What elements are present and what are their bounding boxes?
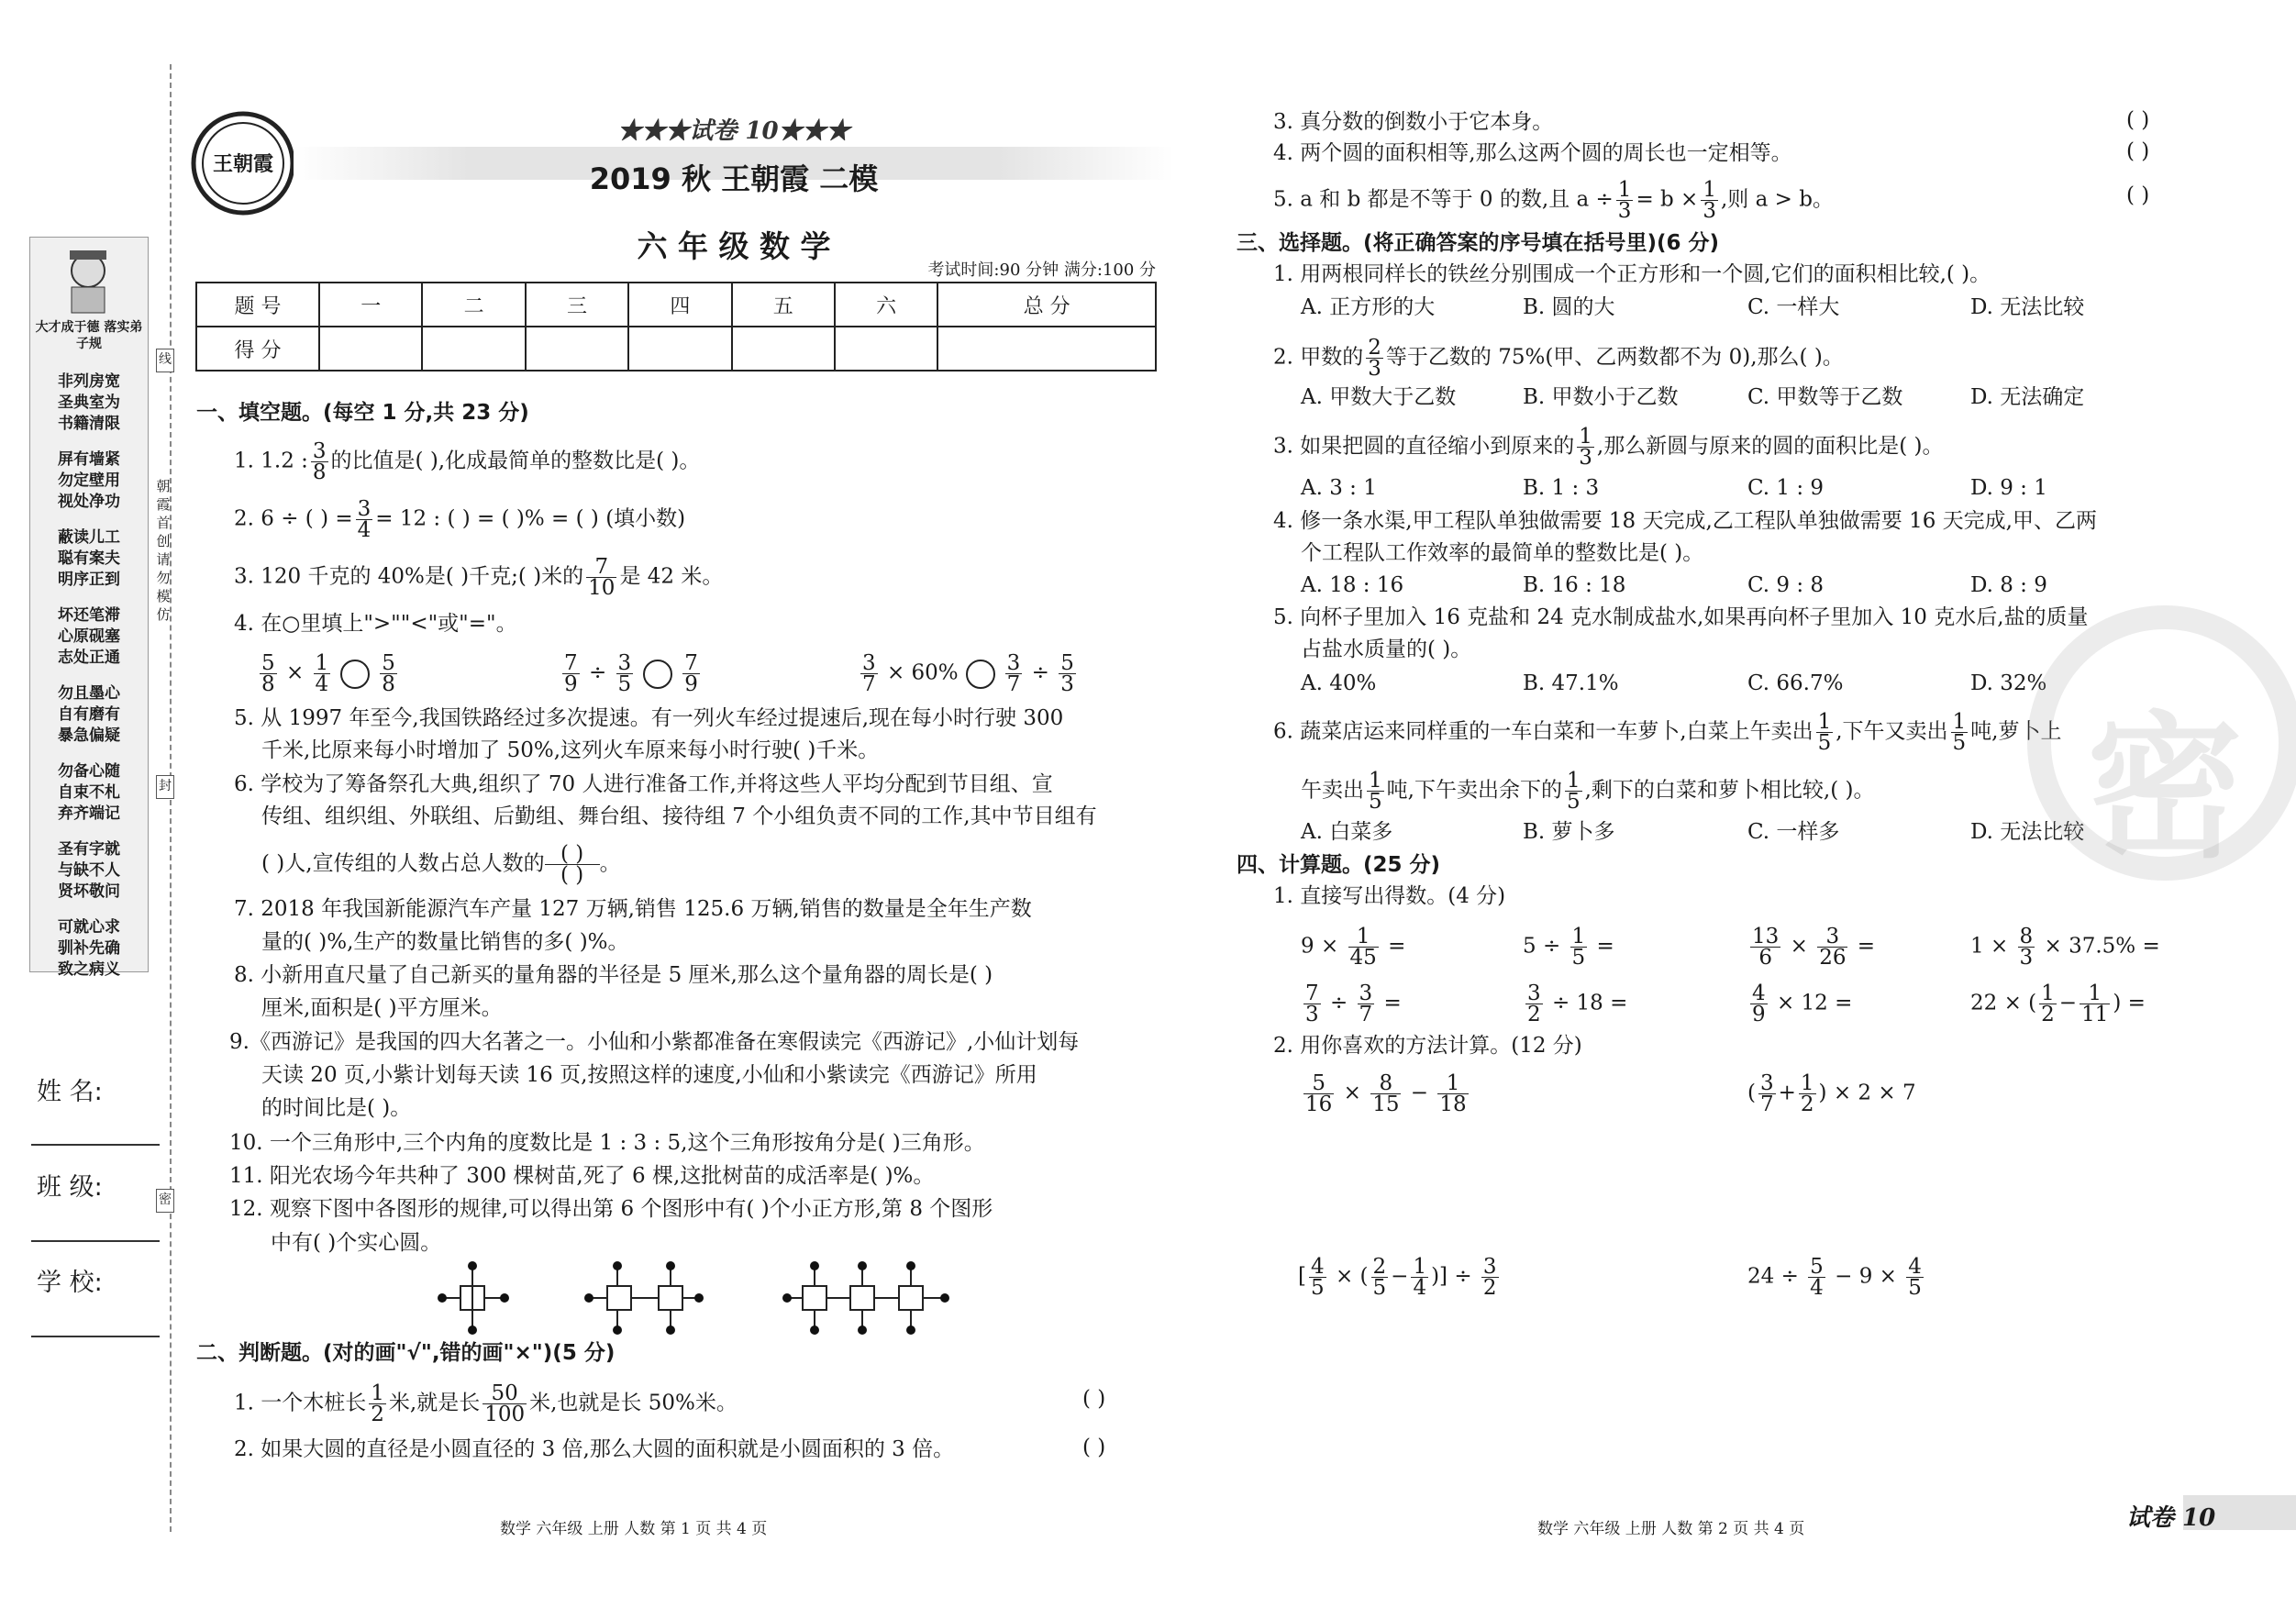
score-cell[interactable] bbox=[628, 327, 731, 371]
footer-left: 数学 六年级 上册 人数 第 1 页 共 4 页 bbox=[500, 1520, 768, 1538]
sidebar-couplet: 视处净功 bbox=[58, 493, 120, 511]
vertical-char: 朝 bbox=[156, 478, 171, 494]
vertical-char: 仿 bbox=[156, 606, 171, 623]
calc-12: 24 ÷ $\frac{5}{4}$ − 9 × $\frac{4}{5}$ bbox=[1747, 1255, 1922, 1300]
s3-q4-opt-a[interactable]: A. 18 : 16 bbox=[1301, 573, 1404, 597]
pattern-figure bbox=[431, 1257, 954, 1348]
s3-q5-opt-a[interactable]: A. 40% bbox=[1301, 671, 1377, 695]
calc-2: 5 ÷ $\frac{1}{5}$ = bbox=[1523, 925, 1614, 970]
sidebar-couplet: 非列房宽 bbox=[58, 372, 120, 391]
s1-q4-expr3: $\frac{3}{7}$ × 60% $\frac{3}{7}$ ÷ $\frac{5}{3}$ bbox=[862, 651, 1074, 696]
sidebar-couplet: 致之病义 bbox=[58, 960, 120, 979]
sidebar-motto: 大才成于德 落实弟子规 bbox=[35, 320, 143, 351]
mascot-icon bbox=[46, 243, 130, 316]
vertical-char: 勿 bbox=[156, 570, 171, 586]
section-2-title: 二、判断题。(对的画"√",错的画"×")(5 分) bbox=[196, 1341, 616, 1365]
s2-q2: 2. 如果大圆的直径是小圆直径的 3 倍,那么大圆的面积就是小圆面积的 3 倍。 bbox=[234, 1437, 955, 1461]
secret-stamp-char: 密 bbox=[2086, 698, 2243, 880]
s1-q8-line2: 厘米,面积是( )平方厘米。 bbox=[261, 996, 503, 1020]
s4-part2-title: 2. 用你喜欢的方法计算。(12 分) bbox=[1273, 1034, 1582, 1058]
section-1-title: 一、填空题。(每空 1 分,共 23 分) bbox=[196, 401, 529, 425]
s1-q4: 4. 在○里填上">""<"或"="。 bbox=[234, 612, 517, 636]
s3-q5-line1: 5. 向杯子里加入 16 克盐和 24 克水制成盐水,如果再向杯子里加入 10 克水后,盐的质量 bbox=[1273, 605, 2089, 629]
score-header: 一 bbox=[319, 283, 422, 327]
exam-title: 2019 秋 王朝霞 二模 bbox=[589, 161, 879, 196]
subject-title: 六 年 级 数 学 bbox=[637, 228, 831, 264]
vertical-note bbox=[154, 477, 172, 624]
compare-circle[interactable] bbox=[643, 660, 672, 689]
name-line[interactable] bbox=[31, 1144, 160, 1146]
s3-q3-opt-c[interactable]: C. 1 : 9 bbox=[1747, 476, 1825, 500]
compare-circle[interactable] bbox=[340, 660, 370, 689]
score-cell[interactable] bbox=[319, 327, 422, 371]
footer-right: 数学 六年级 上册 人数 第 2 页 共 4 页 bbox=[1537, 1520, 1805, 1538]
s1-q12-line1: 12. 观察下图中各图形的规律,可以得出第 6 个图形中有( )个小正方形,第 8 个图形 bbox=[229, 1197, 993, 1221]
s1-q1: 1. 1.2 : $\frac{3}{8}$ 的比值是( ),化成最简单的整数比是( )。 bbox=[234, 439, 701, 484]
s1-q3: 3. 120 千克的 40%是( )千克;( )米的 $\frac{7}{10}$ 是 42 米。 bbox=[234, 555, 724, 600]
s3-q6-line1: 6. 蔬菜店运来同样重的一车白菜和一车萝卜,白菜上午卖出 $\frac{1}{5}$ ,下午又卖出 $\frac{1}{5}$ 吨,萝卜上 bbox=[1273, 710, 2062, 755]
sidebar-couplet: 心原砚塞 bbox=[58, 627, 120, 646]
s1-q2: 2. 6 ÷ ( ) = $\frac{3}{4}$ = 12 : ( ) = ( )% = ( ) (填小数) bbox=[234, 497, 686, 542]
s3-q1: 1. 用两根同样长的铁丝分别围成一个正方形和一个圆,它们的面积相比较,( )。 bbox=[1273, 262, 1991, 286]
s3-q3: 3. 如果把圆的直径缩小到原来的 $\frac{1}{3}$ ,那么新圆与原来的圆的面积比是( )。 bbox=[1273, 425, 1944, 470]
calc-1: 9 × $\frac{1}{45}$ = bbox=[1301, 925, 1406, 970]
sidebar-couplet: 自有磨有 bbox=[58, 705, 120, 724]
s3-q5-opt-b[interactable]: B. 47.1% bbox=[1523, 671, 1619, 695]
s1-q7-line2: 量的( )%,生产的数量比销售的多( )%。 bbox=[261, 930, 629, 954]
sidebar-couplet: 聪有案夫 bbox=[58, 549, 120, 568]
sidebar-couplet: 暴急偏疑 bbox=[58, 726, 120, 745]
sidebar-couplet: 明序正到 bbox=[58, 571, 120, 589]
s3-q1-opt-a[interactable]: A. 正方形的大 bbox=[1301, 295, 1436, 319]
brand-logo bbox=[188, 108, 298, 218]
s1-q10: 10. 一个三角形中,三个内角的度数比是 1 : 3 : 5,这个三角形按角分是( )三角形。 bbox=[229, 1131, 985, 1155]
s3-q1-opt-d[interactable]: D. 无法比较 bbox=[1970, 295, 2085, 319]
s1-q6-line3: ( )人,宣传组的人数占总人数的 ( ) ( ) 。 bbox=[261, 842, 621, 887]
sidebar-couplet: 勿备心随 bbox=[58, 762, 120, 781]
calc-8: 22 × ( $\frac{1}{2}$ − $\frac{1}{11}$ ) = bbox=[1970, 981, 2146, 1026]
sidebar-couplet: 驯补先确 bbox=[58, 939, 120, 958]
calc-5: $\frac{7}{3}$ ÷ $\frac{3}{7}$ = bbox=[1305, 981, 1402, 1026]
vertical-char: 请 bbox=[156, 551, 171, 568]
s1-q4-expr2: $\frac{7}{9}$ ÷ $\frac{3}{5}$ $\frac{7}{9}$ bbox=[564, 651, 698, 696]
s2-q2-answer[interactable]: ( ) bbox=[1082, 1436, 1106, 1459]
s1-q12-line2: 中有( )个实心圆。 bbox=[271, 1231, 442, 1255]
class-line[interactable] bbox=[31, 1240, 160, 1242]
sidebar-couplet: 坏还笔滞 bbox=[58, 606, 120, 625]
calc-7: $\frac{4}{9}$ × 12 = bbox=[1752, 981, 1853, 1026]
score-table bbox=[195, 282, 1157, 372]
section-4-title: 四、计算题。(25 分) bbox=[1237, 853, 1441, 877]
compare-circle[interactable] bbox=[966, 660, 995, 689]
sidebar-couplet: 屏有墙紧 bbox=[58, 450, 120, 469]
brand-logo-text: 王朝霞 bbox=[212, 152, 273, 176]
s3-q6-opt-c[interactable]: C. 一样多 bbox=[1747, 820, 1840, 844]
s1-q6-line2: 传组、组织组、外联组、后勤组、舞台组、接待组 7 个小组负责不同的工作,其中节目组有 bbox=[261, 804, 1097, 828]
sidebar-couplet: 蔽读儿工 bbox=[58, 528, 120, 547]
time-info: 考试时间:90 分钟 满分:100 分 bbox=[927, 261, 1156, 280]
score-cell[interactable] bbox=[835, 327, 937, 371]
calc-3: $\frac{13}{6}$ × $\frac{3}{26}$ = bbox=[1752, 925, 1876, 970]
s1-q4-expr1: $\frac{5}{8}$ × $\frac{1}{4}$ $\frac{5}{8}$ bbox=[261, 651, 395, 696]
s2-q4: 4. 两个圆的面积相等,那么这两个圆的周长也一定相等。 bbox=[1273, 141, 1792, 165]
calc-4: 1 × $\frac{8}{3}$ × 37.5% = bbox=[1970, 925, 2160, 970]
s3-q4-opt-b[interactable]: B. 16 : 18 bbox=[1523, 573, 1626, 597]
vertical-char: 首 bbox=[156, 515, 171, 531]
s1-q9-line2: 天读 20 页,小紫计划每天读 16 页,按照这样的速度,小仙和小紫读完《西游记》所用 bbox=[261, 1063, 1037, 1087]
s3-q3-opt-d[interactable]: D. 9 : 1 bbox=[1970, 476, 2047, 500]
s3-q4-opt-d[interactable]: D. 8 : 9 bbox=[1970, 573, 2047, 597]
s3-q2-opt-b[interactable]: B. 甲数小于乙数 bbox=[1523, 385, 1679, 409]
school-line[interactable] bbox=[31, 1336, 160, 1337]
score-header: 六 bbox=[835, 283, 937, 327]
sidebar-couplet: 勿定壁用 bbox=[58, 471, 120, 490]
s2-q1: 1. 一个木桩长 $\frac{1}{2}$ 米,就是长 $\frac{50}{100}$ 米,也就是长 50%米。 bbox=[234, 1381, 738, 1426]
vertical-char: 霞 bbox=[156, 496, 171, 513]
exam-number: ★★★试卷 10★★★ bbox=[617, 117, 850, 145]
sidebar-couplet: 圣有字就 bbox=[58, 840, 120, 859]
sidebar-couplet: 自束不札 bbox=[58, 783, 120, 802]
score-header: 三 bbox=[526, 283, 628, 327]
s3-q3-opt-a[interactable]: A. 3 : 1 bbox=[1301, 476, 1377, 500]
secret-stamp bbox=[2027, 605, 2296, 881]
score-header: 题 号 bbox=[196, 283, 319, 327]
s1-q5-line1: 5. 从 1997 年至今,我国铁路经过多次提速。有一列火车经过提速后,现在每小时行驶 300 bbox=[234, 706, 1064, 730]
score-header: 二 bbox=[422, 283, 525, 327]
sidebar-couplet: 可就心求 bbox=[58, 918, 120, 937]
edge-mark-2: 封 bbox=[156, 775, 174, 799]
calc-6: $\frac{3}{2}$ ÷ 18 = bbox=[1527, 981, 1628, 1026]
s3-q6-opt-a[interactable]: A. 白菜多 bbox=[1301, 820, 1393, 844]
s2-q5-answer[interactable]: ( ) bbox=[2126, 183, 2150, 207]
s1-q11: 11. 阳光农场今年共种了 300 棵树苗,死了 6 棵,这批树苗的成活率是( )%。 bbox=[229, 1164, 935, 1188]
s3-q4-line1: 4. 修一条水渠,甲工程队单独做需要 18 天完成,乙工程队单独做需要 16 天完成,甲、乙两 bbox=[1273, 509, 2097, 533]
edge-mark-3: 密 bbox=[156, 1189, 174, 1213]
s3-q2: 2. 甲数的 $\frac{2}{3}$ 等于乙数的 75%(甲、乙两数都不为 0),那么( )。 bbox=[1273, 336, 1844, 381]
s3-q5-line2: 占盐水质量的( )。 bbox=[1301, 638, 1472, 661]
s3-q4-opt-c[interactable]: C. 9 : 8 bbox=[1747, 573, 1825, 597]
sidebar-couplet: 圣典室为 bbox=[58, 394, 120, 412]
score-cell[interactable] bbox=[526, 327, 628, 371]
vertical-char: 创 bbox=[156, 533, 171, 549]
s3-q1-opt-c[interactable]: C. 一样大 bbox=[1747, 295, 1840, 319]
s2-q3: 3. 真分数的倒数小于它本身。 bbox=[1273, 110, 1554, 134]
score-header: 五 bbox=[732, 283, 835, 327]
score-cell[interactable] bbox=[422, 327, 525, 371]
class-label: 班 级: bbox=[37, 1173, 103, 1202]
s4-part1-title: 1. 直接写出得数。(4 分) bbox=[1273, 884, 1506, 908]
score-row-label: 得 分 bbox=[196, 327, 319, 371]
s1-q6-line1: 6. 学校为了筹备祭孔大典,组织了 70 人进行准备工作,并将这些人平均分配到节目组、宣 bbox=[234, 772, 1053, 796]
s3-q5-opt-c[interactable]: C. 66.7% bbox=[1747, 671, 1844, 695]
s2-q5: 5. a 和 b 都是不等于 0 的数,且 a ÷ $\frac{1}{3}$ = b × $\frac{1}{3}$ ,则 a > b。 bbox=[1273, 178, 1834, 223]
score-cell[interactable] bbox=[937, 327, 1156, 371]
s3-q2-opt-c[interactable]: C. 甲数等于乙数 bbox=[1747, 385, 1903, 409]
calc-10: ( $\frac{3}{7}$ + $\frac{1}{2}$ ) × 2 × 7 bbox=[1747, 1071, 1916, 1116]
s3-q2-opt-a[interactable]: A. 甲数大于乙数 bbox=[1301, 385, 1457, 409]
s3-q3-opt-b[interactable]: B. 1 : 3 bbox=[1523, 476, 1600, 500]
s3-q2-opt-d[interactable]: D. 无法确定 bbox=[1970, 385, 2085, 409]
blank-fraction[interactable]: ( ) ( ) bbox=[545, 844, 600, 885]
s1-q7-line1: 7. 2018 年我国新能源汽车产量 127 万辆,销售 125.6 万辆,销售的数量是全年生产数 bbox=[234, 897, 1032, 921]
school-label: 学 校: bbox=[37, 1269, 103, 1297]
score-header: 四 bbox=[628, 283, 731, 327]
calc-9: $\frac{5}{16}$ × $\frac{8}{15}$ − $\frac{1}{18}$ bbox=[1305, 1071, 1467, 1116]
s1-q5-line2: 千米,比原来每小时增加了 50%,这列火车原来每小时行驶( )千米。 bbox=[261, 738, 880, 762]
section-3-title: 三、选择题。(将正确答案的序号填在括号里)(6 分) bbox=[1237, 231, 1720, 255]
sidebar-couplet: 书籍清限 bbox=[58, 415, 120, 433]
s2-q3-answer[interactable]: ( ) bbox=[2126, 108, 2150, 132]
s2-q1-answer[interactable]: ( ) bbox=[1082, 1387, 1106, 1411]
s1-q8-line1: 8. 小新用直尺量了自己新买的量角器的半径是 5 厘米,那么这个量角器的周长是( ) bbox=[234, 963, 993, 987]
edge-mark-1: 线 bbox=[156, 349, 174, 372]
score-header: 总 分 bbox=[937, 283, 1156, 327]
s3-q6-opt-b[interactable]: B. 萝卜多 bbox=[1523, 820, 1615, 844]
sidebar-couplet: 贤坏敬问 bbox=[58, 882, 120, 901]
score-cell[interactable] bbox=[732, 327, 835, 371]
sidebar-couplet: 与缺不人 bbox=[58, 861, 120, 880]
s3-q6-opt-d[interactable]: D. 无法比较 bbox=[1970, 820, 2085, 844]
sidebar-couplet: 勿且墨心 bbox=[58, 684, 120, 703]
footer-badge: 试卷 10 bbox=[2126, 1504, 2216, 1532]
sidebar-couplet: 志处正通 bbox=[58, 649, 120, 667]
sidebar-couplet: 弃齐端记 bbox=[58, 804, 120, 823]
s1-q9-line1: 9.《西游记》是我国的四大名著之一。小仙和小紫都准备在寒假读完《西游记》,小仙计划每 bbox=[229, 1030, 1080, 1054]
s3-q6-line2: 午卖出 $\frac{1}{5}$ 吨,下午卖出余下的 $\frac{1}{5}$ ,剩下的白菜和萝卜相比较,( )。 bbox=[1301, 769, 1875, 814]
sidebar-couplets bbox=[35, 372, 143, 995]
s3-q5-opt-d[interactable]: D. 32% bbox=[1970, 671, 2047, 695]
calc-11: [ $\frac{4}{5}$ × ( $\frac{2}{5}$ − $\frac{1}{4}$ )] ÷ $\frac{3}{2}$ bbox=[1298, 1255, 1497, 1300]
s1-q9-line3: 的时间比是( )。 bbox=[261, 1096, 412, 1120]
name-label: 姓 名: bbox=[37, 1078, 103, 1106]
vertical-char: 模 bbox=[156, 588, 171, 604]
s3-q4-line2: 个工程队工作效率的最简单的整数比是( )。 bbox=[1301, 541, 1704, 565]
s3-q1-opt-b[interactable]: B. 圆的大 bbox=[1523, 295, 1615, 319]
s2-q4-answer[interactable]: ( ) bbox=[2126, 139, 2150, 163]
